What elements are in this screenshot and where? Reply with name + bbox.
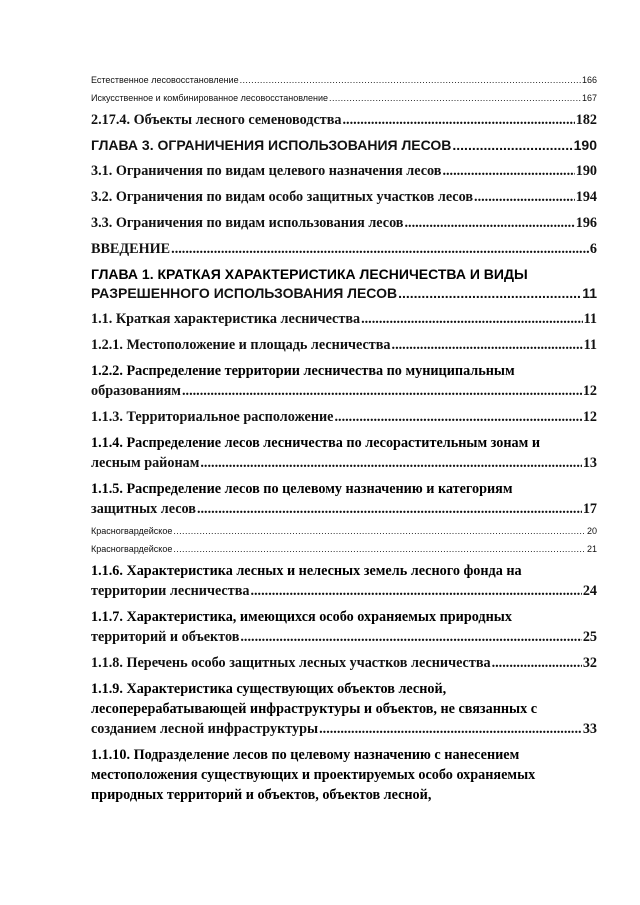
toc-entry-title: РАЗРЕШЕННОГО ИСПОЛЬЗОВАНИЯ ЛЕСОВ (91, 285, 398, 301)
toc-entry-title: образованиям (91, 383, 181, 399)
toc-entry-row (91, 453, 597, 473)
toc-entry-title: 2.17.4. Объекты лесного семеноводства (91, 112, 342, 128)
toc-entry[interactable] (91, 525, 597, 537)
toc-entry[interactable] (91, 361, 597, 401)
toc-page-number: 17 (582, 501, 597, 517)
toc-entry-line: 1.1.9. Характеристика существующих объектов лесной, (91, 681, 447, 697)
toc-entry-title: ГЛАВА 3. ОГРАНИЧЕНИЯ ИСПОЛЬЗОВАНИЯ ЛЕСОВ (91, 137, 452, 153)
toc-page-number: 24 (582, 583, 597, 599)
toc-entry-line: 1.2.2. Распределение территории лесничества по муниципальным (91, 363, 515, 379)
toc-page-number: 11 (583, 337, 597, 353)
toc-entry-line: природных территорий и объектов, объектов лесной, (91, 787, 432, 803)
dot-leader (240, 74, 581, 86)
toc-entry-title: 1.1.8. Перечень особо защитных лесных участков лесничества (91, 655, 491, 671)
dot-leader (173, 543, 586, 555)
toc-entry[interactable] (91, 74, 597, 86)
dot-leader (492, 653, 582, 673)
toc-page-number: 166 (581, 75, 597, 85)
toc-entry-line: 1.1.5. Распределение лесов по целевому назначению и категориям (91, 481, 513, 497)
toc-entry-row (91, 543, 597, 555)
dot-leader (173, 525, 586, 537)
toc-page-number: 13 (582, 455, 597, 471)
toc-entry-title: ВВЕДЕНИЕ (91, 241, 171, 257)
toc-entry-title: Естественное лесовосстановление (91, 75, 239, 85)
toc-entry-title: лесным районам (91, 455, 200, 471)
toc-entry-row (91, 161, 597, 181)
toc-entry-title: территории лесничества (91, 583, 250, 599)
dot-leader (474, 187, 575, 207)
toc-entry-row (91, 653, 597, 673)
toc-entry-line: 1.1.6. Характеристика лесных и нелесных земель лесного фонда на (91, 563, 522, 579)
toc-entry[interactable] (91, 187, 597, 207)
toc-page-number: 20 (586, 526, 597, 536)
toc-entry-title: 3.3. Ограничения по видам использования лесов (91, 215, 404, 231)
toc-entry[interactable] (91, 265, 597, 303)
toc-entry-line: 1.1.4. Распределение лесов лесничества по лесорастительным зонам и (91, 435, 541, 451)
toc-entry[interactable] (91, 543, 597, 555)
toc-entry-row (91, 627, 597, 647)
toc-entry-row (91, 92, 597, 104)
toc-entry[interactable] (91, 479, 597, 519)
toc-entry-row (91, 213, 597, 233)
toc-entry-row (91, 499, 597, 519)
toc-entry-line: местоположения существующих и проектируемых особо охраняемых (91, 767, 536, 783)
table-of-contents (91, 68, 597, 811)
toc-entry-title: Красногвардейское (91, 526, 173, 536)
toc-entry[interactable] (91, 110, 597, 130)
dot-leader (171, 239, 589, 259)
dot-leader (240, 627, 581, 647)
toc-entry[interactable] (91, 136, 597, 155)
toc-entry[interactable] (91, 607, 597, 647)
dot-leader (442, 161, 574, 181)
toc-entry-line: лесоперерабатывающей инфраструктуры и объектов, не связанных с (91, 701, 538, 717)
toc-entry-row (91, 284, 597, 303)
toc-entry-row (91, 187, 597, 207)
toc-entry-title: 1.1. Краткая характеристика лесничества (91, 311, 361, 327)
toc-entry[interactable] (91, 92, 597, 104)
toc-entry[interactable] (91, 335, 597, 355)
dot-leader (329, 92, 581, 104)
toc-page-number: 32 (582, 655, 597, 671)
toc-page-number: 12 (582, 409, 597, 425)
toc-entry-row (91, 110, 597, 130)
toc-entry-row (91, 309, 597, 329)
toc-page-number: 11 (582, 285, 597, 301)
toc-entry-row (91, 239, 597, 259)
toc-page-number: 33 (582, 721, 597, 737)
toc-entry-row (91, 335, 597, 355)
toc-entry-title: 1.2.1. Местоположение и площадь лесничества (91, 337, 391, 353)
toc-entry[interactable] (91, 561, 597, 601)
dot-leader (452, 136, 572, 155)
toc-entry[interactable] (91, 161, 597, 181)
toc-entry-title: защитных лесов (91, 501, 196, 517)
toc-page-number: 12 (582, 383, 597, 399)
toc-entry[interactable] (91, 213, 597, 233)
toc-entry-title: территорий и объектов (91, 629, 240, 645)
toc-entry[interactable] (91, 239, 597, 259)
toc-entry-title: созданием лесной инфраструктуры (91, 721, 319, 737)
toc-entry-line: ГЛАВА 1. КРАТКАЯ ХАРАКТЕРИСТИКА ЛЕСНИЧЕСТВА И ВИДЫ (91, 266, 528, 282)
toc-entry-title: 3.1. Ограничения по видам целевого назначения лесов (91, 163, 442, 179)
toc-entry-row (91, 407, 597, 427)
dot-leader (392, 335, 583, 355)
dot-leader (334, 407, 581, 427)
dot-leader (343, 110, 575, 130)
dot-leader (182, 381, 582, 401)
toc-page-number: 194 (575, 189, 597, 205)
toc-entry-row (91, 381, 597, 401)
dot-leader (197, 499, 582, 519)
toc-entry[interactable] (91, 745, 597, 805)
toc-entry[interactable] (91, 407, 597, 427)
toc-entry-title: 1.1.3. Территориальное расположение (91, 409, 334, 425)
toc-entry-row (91, 525, 597, 537)
toc-entry[interactable] (91, 433, 597, 473)
toc-page-number: 196 (575, 215, 597, 231)
dot-leader (404, 213, 574, 233)
toc-entry-line: 1.1.10. Подразделение лесов по целевому назначению с нанесением (91, 747, 520, 763)
toc-entry[interactable] (91, 679, 597, 739)
toc-page-number: 182 (575, 112, 597, 128)
toc-entry-row (91, 719, 597, 739)
toc-page-number: 190 (575, 163, 597, 179)
toc-entry-row (91, 136, 597, 155)
dot-leader (319, 719, 582, 739)
toc-page-number: 190 (573, 137, 597, 153)
toc-entry-line: 1.1.7. Характеристика, имеющихся особо охраняемых природных (91, 609, 512, 625)
toc-page-number: 11 (583, 311, 597, 327)
toc-entry[interactable] (91, 653, 597, 673)
toc-page-number: 6 (589, 241, 597, 257)
toc-entry-row (91, 74, 597, 86)
toc-entry-title: Красногвардейское (91, 544, 173, 554)
dot-leader (361, 309, 583, 329)
dot-leader (398, 284, 581, 303)
toc-entry-row (91, 581, 597, 601)
toc-page-number: 167 (581, 93, 597, 103)
toc-entry-title: Искусственное и комбинированное лесовосстановление (91, 93, 329, 103)
toc-page-number: 21 (586, 544, 597, 554)
toc-entry[interactable] (91, 309, 597, 329)
toc-entry-title: 3.2. Ограничения по видам особо защитных участков лесов (91, 189, 474, 205)
toc-page-number: 25 (582, 629, 597, 645)
dot-leader (200, 453, 581, 473)
dot-leader (250, 581, 581, 601)
